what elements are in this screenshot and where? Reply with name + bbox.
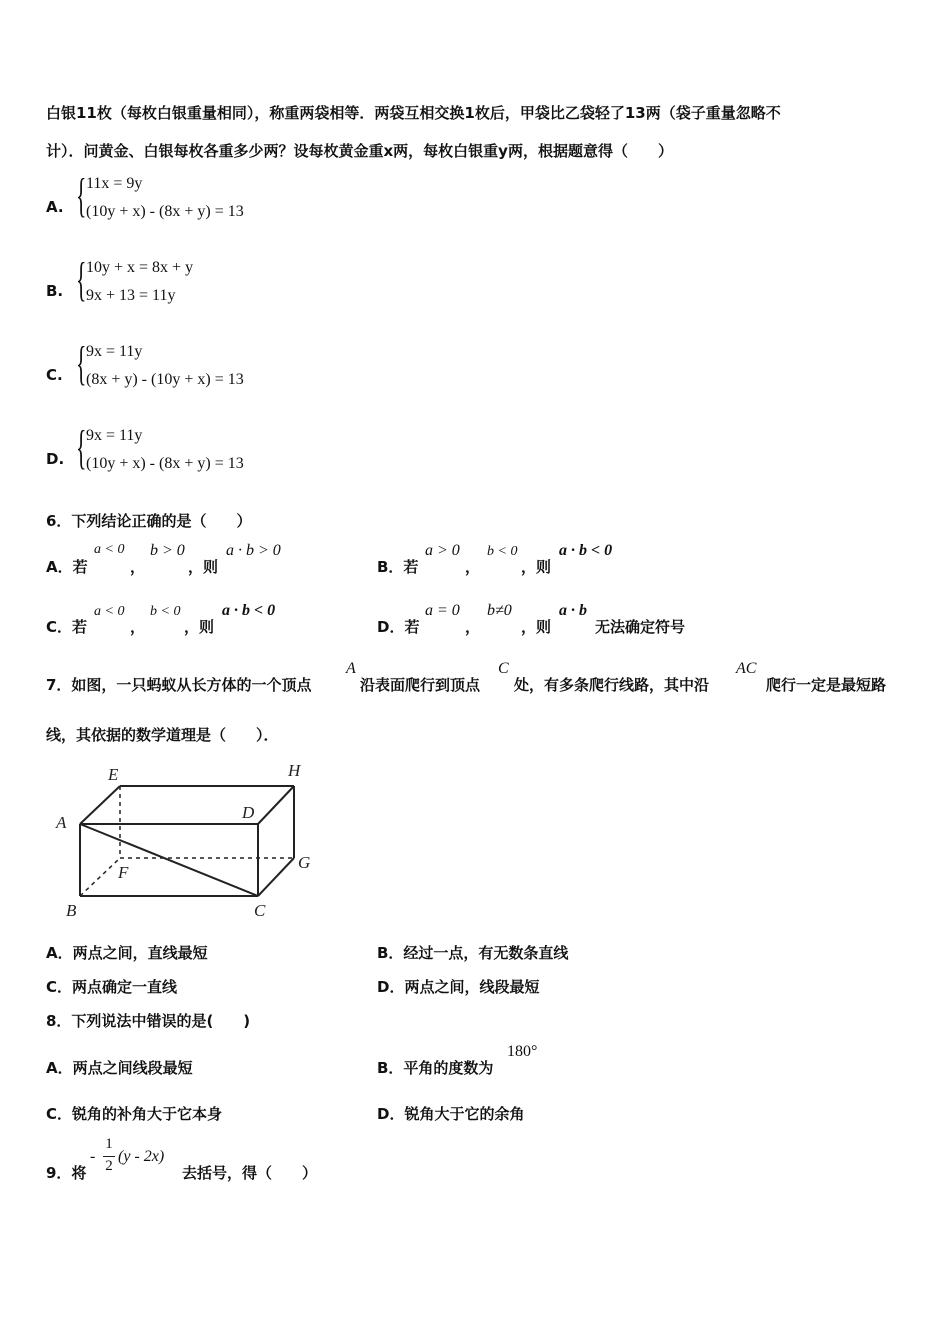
q6-d-cond2: b≠0 (487, 602, 512, 619)
q6-c-sep1: ， (130, 618, 146, 636)
q8-option-b[interactable] (377, 1043, 577, 1077)
edge-hd (258, 786, 294, 824)
label-h: H (288, 761, 301, 780)
q9-minus-sign: - (90, 1148, 96, 1165)
q5-option-a[interactable] (46, 169, 346, 228)
q5-option-c[interactable] (46, 337, 346, 396)
edge-bf-hidden (80, 858, 120, 896)
q6-c-sep2: ，则 (184, 618, 215, 636)
q7-option-c[interactable]: C．两点确定一直线 (46, 978, 178, 996)
q7-vertex-c: C (498, 660, 509, 677)
q6-c-label: C．若 (46, 618, 88, 636)
q6-c-cond1: a < 0 (94, 604, 125, 619)
q6-b-cond2: b < 0 (487, 544, 518, 559)
edge-gc (258, 858, 294, 896)
q9-fraction-bar (103, 1156, 115, 1157)
q6-b-sep2: ，则 (521, 558, 552, 576)
q9-expression: (y - 2x) (118, 1148, 165, 1165)
q6-option-d[interactable] (377, 600, 737, 636)
q7-text-2: 沿表面爬行到顶点 (360, 676, 481, 694)
q5-stem-line2: 计）．问黄金、白银每枚各重多少两？设每枚黄金重x两，每枚白银重y两，根据题意得（ ） (46, 142, 673, 160)
q6-option-b[interactable] (377, 540, 677, 576)
q8-option-a[interactable]: A．两点之间线段最短 (46, 1059, 193, 1077)
q7-option-d[interactable]: D．两点之间，线段最短 (377, 978, 540, 996)
q5-option-d-label: D. (46, 450, 65, 468)
q9-fraction-numerator: 1 (105, 1136, 113, 1152)
q7-option-a[interactable]: A．两点之间，直线最短 (46, 944, 208, 962)
edge-ae (80, 786, 120, 824)
q6-a-label: A．若 (46, 558, 88, 576)
q7-option-b[interactable]: B．经过一点，有无数条直线 (377, 944, 569, 962)
q5-option-a-eq2: (10y + x) - (8x + y) = 13 (86, 203, 244, 220)
q9-stem (46, 1136, 446, 1186)
left-brace-icon: { (76, 337, 87, 390)
q6-option-c[interactable] (46, 600, 346, 636)
q9-text-pre: 9．将 (46, 1164, 87, 1182)
q8-option-b-value: 180° (507, 1043, 538, 1060)
q8-option-c[interactable]: C．锐角的补角大于它本身 (46, 1105, 223, 1123)
q5-option-a-label: A. (46, 198, 64, 216)
q7-text-3: 处，有多条爬行线路，其中沿 (514, 676, 710, 694)
q6-d-label: D．若 (377, 618, 420, 636)
path-ac (80, 824, 258, 896)
q5-option-c-eq1: 9x = 11y (86, 343, 143, 360)
q6-b-conclusion: a · b < 0 (559, 542, 613, 559)
q6-d-conclusion: a · b (559, 602, 587, 619)
q5-option-b-label: B. (46, 282, 64, 300)
q5-option-a-eq1: 11x = 9y (86, 175, 143, 192)
q7-segment-ac: AC (736, 660, 757, 677)
q8-option-b-text: B．平角的度数为 (377, 1059, 494, 1077)
q6-d-sep2: ，则 (521, 618, 552, 636)
label-d: D (242, 803, 255, 822)
q6-b-sep1: ， (465, 558, 481, 576)
q6-a-sep2: ，则 (188, 558, 219, 576)
q7-text-1: 7．如图，一只蚂蚁从长方体的一个顶点 (46, 676, 312, 694)
label-a: A (56, 813, 67, 832)
q5-option-d-eq1: 9x = 11y (86, 427, 143, 444)
label-f: F (118, 863, 129, 882)
q6-a-conclusion: a · b > 0 (226, 542, 281, 559)
q7-vertex-a: A (346, 660, 356, 677)
q6-d-sep1: ， (465, 618, 481, 636)
q5-option-b-eq1: 10y + x = 8x + y (86, 259, 194, 276)
q6-stem: 6．下列结论正确的是（ ） (46, 512, 252, 530)
q7-stem-line2: 线，其依据的数学道理是（ ）． (46, 726, 279, 744)
q7-stem-line1 (46, 660, 926, 696)
q5-option-b[interactable] (46, 253, 346, 312)
label-e: E (108, 765, 119, 784)
q5-option-d-eq2: (10y + x) - (8x + y) = 13 (86, 455, 244, 472)
q5-option-c-label: C. (46, 366, 63, 384)
label-b: B (66, 901, 77, 920)
left-brace-icon: { (76, 421, 87, 474)
q5-stem-line1: 白银11枚（每枚白银重量相同），称重两袋相等．两袋互相交换1枚后，甲袋比乙袋轻了13两（袋子重量忽略不 (46, 104, 781, 122)
q6-a-cond1: a < 0 (94, 542, 125, 557)
q7-cuboid-figure (50, 758, 340, 928)
q6-d-tail: 无法确定符号 (595, 618, 686, 636)
q6-b-cond1: a > 0 (425, 542, 460, 559)
left-brace-icon: { (76, 253, 87, 306)
q5-option-b-eq2: 9x + 13 = 11y (86, 287, 176, 304)
q5-option-d[interactable] (46, 421, 346, 480)
label-c: C (254, 901, 266, 920)
q6-option-a[interactable] (46, 540, 346, 576)
q6-c-conclusion: a · b < 0 (222, 602, 276, 619)
q6-b-label: B．若 (377, 558, 419, 576)
left-brace-icon: { (76, 169, 87, 222)
q7-text-4: 爬行一定是最短路 (766, 676, 887, 694)
q6-a-cond2: b > 0 (150, 542, 185, 559)
q9-text-post: 去括号，得（ ） (182, 1164, 318, 1182)
label-g: G (298, 853, 311, 872)
q9-fraction-denominator: 2 (105, 1158, 113, 1174)
q6-c-cond2: b < 0 (150, 604, 181, 619)
q8-stem: 8．下列说法中错误的是( ) (46, 1012, 251, 1030)
q6-a-sep1: ， (130, 558, 146, 576)
q6-d-cond1: a = 0 (425, 602, 460, 619)
q5-option-c-eq2: (8x + y) - (10y + x) = 13 (86, 371, 244, 388)
q8-option-d[interactable]: D．锐角大于它的余角 (377, 1105, 525, 1123)
